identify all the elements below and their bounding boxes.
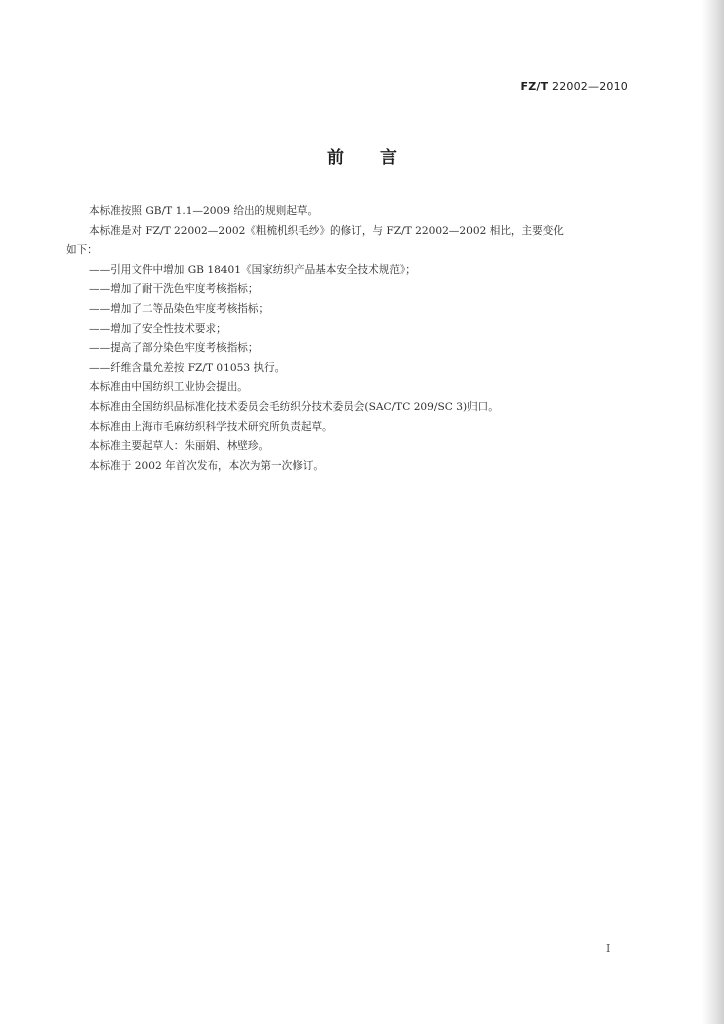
standard-code xyxy=(500,80,628,93)
change-item-5: ——提高了部分染色牢度考核指标； xyxy=(89,342,259,355)
paragraph-drafted-by: 本标准由上海市毛麻纺织科学技术研究所负责起草。 xyxy=(89,420,333,433)
standard-code-prefix: FZ/T xyxy=(520,80,549,93)
change-item-2: ——增加了耐干洗色牢度考核指标； xyxy=(89,283,259,296)
page-title xyxy=(0,143,724,168)
paragraph-revision-intro-cont: 如下： xyxy=(66,244,98,257)
title-char-1: 前 xyxy=(327,148,344,168)
title-char-2: 言 xyxy=(380,148,397,168)
paragraph-drafters: 本标准主要起草人：朱丽娟、林壁珍。 xyxy=(89,440,270,453)
paragraph-proposed-by: 本标准由中国纺织工业协会提出。 xyxy=(89,381,248,394)
change-item-3: ——增加了二等品染色牢度考核指标； xyxy=(89,302,270,315)
change-item-4: ——增加了安全性技术要求； xyxy=(89,322,227,335)
foreword-body xyxy=(66,202,632,476)
paragraph-revision-intro: 本标准是对 FZ/T 22002—2002《粗梳机织毛纱》的修订，与 FZ/T 22002—2002 相比，主要变化 xyxy=(89,224,564,237)
change-item-6: ——纤维含量允差按 FZ/T 01053 执行。 xyxy=(89,361,286,374)
paragraph-administered-by: 本标准由全国纺织品标准化技术委员会毛纺织分技术委员会(SAC/TC 209/SC 3)归口。 xyxy=(89,400,499,413)
change-item-1: ——引用文件中增加 GB 18401《国家纺织产品基本安全技术规范》； xyxy=(89,263,416,276)
paragraph-publication-history: 本标准于 2002 年首次发布，本次为第一次修订。 xyxy=(89,459,324,472)
page-number: I xyxy=(606,942,611,955)
paragraph-drafting-rules: 本标准按照 GB/T 1.1—2009 给出的规则起草。 xyxy=(89,205,319,217)
standard-code-number: 22002—2010 xyxy=(548,80,628,93)
